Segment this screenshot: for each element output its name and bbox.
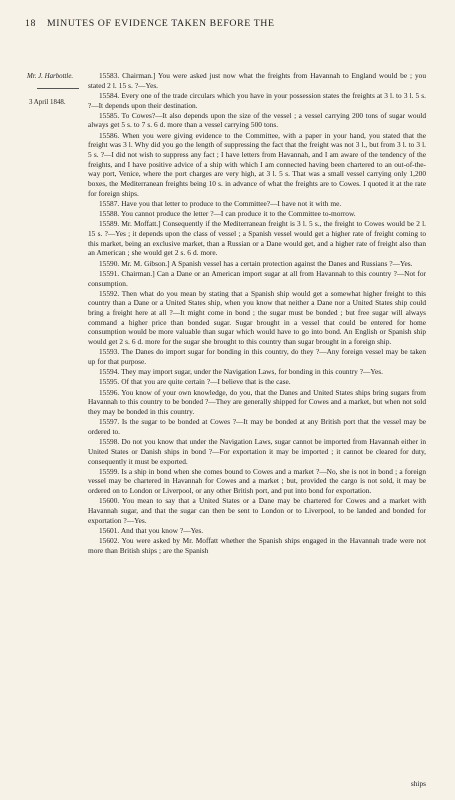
paragraph: 15589. Mr. Moffatt.] Consequently if the Mediterranean freight is 3 l. 5 s., the freight to Cowes would be 2 l. 15 s. ?—Yes ; it depends upon the class of vessel ; a Spanish vessel would get a higher rate of freight coming to this market, being an exclusive market, than a Russian or a Dane would get, and a higher rate of freight also than an American ; she would get 2 s. 6 d. more. <box>88 219 426 258</box>
paragraph: 15600. You mean to say that a United States or a Dane may be chartered for Cowes and a market with Havannah sugar, and that the sugar can then be sent to London or to Liverpool, to be landed and bonded for exportation ?—Yes. <box>88 496 426 525</box>
paragraph: 15584. Every one of the trade circulars which you have in your possession states the freights at 3 l. to 3 l. 5 s. ?—It depends upon their destination. <box>88 90 426 110</box>
paragraph: 15598. Do not you know that under the Navigation Laws, sugar cannot be imported from Havannah either in United States or Danish ships in bond ?—For exportation it may be imported ; it cannot be cleared for duty, consequently it must be exported. <box>88 437 426 466</box>
evidence-date: 3 April 1848. <box>29 99 66 106</box>
margin-notes <box>27 72 87 107</box>
paragraph: 15596. You know of your own knowledge, do you, that the Danes and United States ships bring sugars from Havannah to this country to be bonded ?—They are generally shipped for Cowes and a market, but when not sold they may be bonded in this country. <box>88 387 426 417</box>
page-number: 18 <box>25 18 36 29</box>
evidence-body <box>88 71 426 555</box>
paragraph: 15590. Mr. M. Gibson.] A Spanish vessel has a certain protection against the Danes and Russians ?—Yes. <box>99 258 413 268</box>
paragraph: 15594. They may import sugar, under the Navigation Laws, for bonding in this country ?—Yes. <box>99 367 383 377</box>
paragraph: 15593. The Danes do import sugar for bonding in this country, do they ?—Any foreign vessel may be taken up for that purpose. <box>88 347 426 366</box>
paragraph: 15587. Have you that letter to produce to the Committee?—I have not it with me. <box>99 198 342 208</box>
paragraph: 15602. You were asked by Mr. Moffatt whether the Spanish ships engaged in the Havannah trade were not more than British ships ; are the Spanish <box>88 536 426 555</box>
paragraph: 15586. When you were giving evidence to the Committee, with a paper in your hand, you stated that the freight was 3 l. Why did you go the length of suppressing the fact that the freight was not 3 l., but from 3 l. to 3 l. 5 s. ?—I did not wish to suppress any fact ; I have letters from Havannah, and I am aware of the tendency of the freights, and I have positive advice of a ship with which I am connected having been chartered to an out-of-the-way port, Venice, where the port charges are very high, at 3 l. 5 s. That was a small vessel carrying only 1,200 boxes, the Mediterranean freights being 10 s. in advance of what the freights are to Cowes. I quoted it at the rate for foreign ships. <box>88 130 426 198</box>
paragraph: 15585. To Cowes?—It also depends upon the size of the vessel ; a vessel carrying 200 tons of sugar would always get 5 s. to 7 s. 6 d. more than a vessel carrying 500 tons. <box>88 110 426 130</box>
paragraph: 15588. You cannot produce the letter ?—I can produce it to the Committee to-morrow. <box>99 209 356 219</box>
margin-rule <box>37 88 79 89</box>
paragraph: 15599. Is a ship in bond when she comes bound to Cowes and a market ?—No, she is not in bond ; a foreign vessel may be chartered in Havannah for Cowes and a market ; but, provided the cargo is not sold, it may be ordered on to London or Liverpool, or any other British port, and put into bond for exportation. <box>88 466 426 496</box>
paragraph: 15595. Of that you are quite certain ?—I believe that is the case. <box>99 377 291 387</box>
paragraph: 15591. Chairman.] Can a Dane or an American import sugar at all from Havannah to this country ?—Not for consumption. <box>88 268 426 288</box>
page-header <box>0 18 455 32</box>
paragraph: 15597. Is the sugar to be bonded at Cowes ?—It may be bonded at any British port that the vessel may be ordered to. <box>88 417 426 436</box>
running-head: MINUTES OF EVIDENCE TAKEN BEFORE THE <box>47 18 275 29</box>
catchword: ships <box>410 779 426 788</box>
witness-name: Mr. J. Harbottle. <box>27 73 74 80</box>
paragraph: 15583. Chairman.] You were asked just now what the freights from Havannah to England would be ; you stated 2 l. 15 s. ?—Yes. <box>88 71 426 90</box>
paragraph: 15592. Then what do you mean by stating that a Spanish ship would get a somewhat higher freight to this country than a Dane or a United States ship, when you know that neither a Dane nor a United States ship could bring a freight here at all ?—It might come in bond ; the sugar must be bonded ; but free sugar will always command a higher price than bonded sugar. Sugar brought in a vessel that could be entered for home consumption would be more valuable than sugar which would have to go into bond. An English or Spanish ship would get 2 s. 6 d. more for the sugar she brought to this country than sugar brought in a foreign ship. <box>88 288 426 347</box>
paragraph: 15601. And that you know ?—Yes. <box>99 525 204 535</box>
